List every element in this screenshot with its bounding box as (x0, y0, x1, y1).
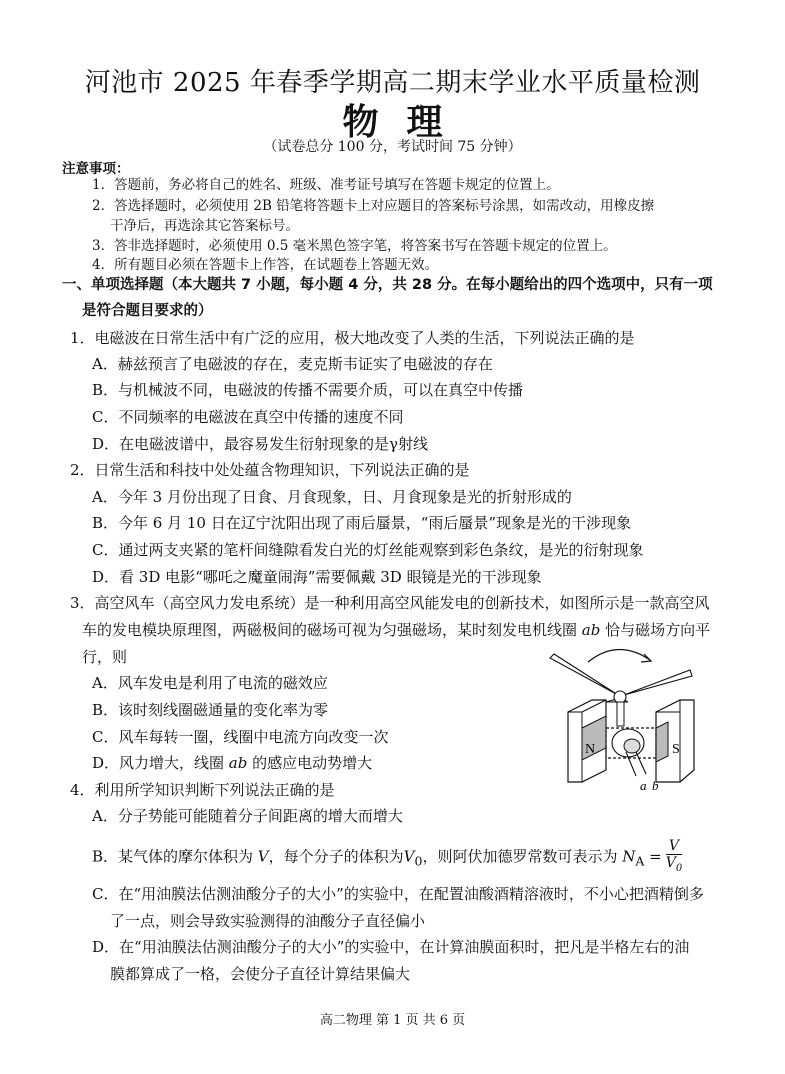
q3-stem-line3: 行，则 (82, 648, 128, 666)
blade-left (550, 654, 618, 695)
notice-item-3: 3．答非选择题时，必须使用 0.5 毫米黑色签字笔，将答案书写在答题卡规定的位置上。 (92, 238, 617, 254)
q1-option-c: C．不同频率的电磁波在真空中传播的速度不同 (92, 408, 404, 426)
q4-option-c-line2: 了一点，则会导致实验测得的油酸分子直径偏小 (110, 912, 426, 930)
q4-option-a: A．分子势能可能随着分子间距离的增大而增大 (92, 807, 403, 825)
exam-title: 河池市 2025 年春季学期高二期末学业水平质量检测 (84, 68, 701, 98)
pole-face-right (656, 722, 668, 762)
pole-s-label: S (672, 742, 680, 757)
subject-title: 物理 (342, 101, 471, 143)
label-a: a (640, 778, 647, 793)
shaft (617, 702, 624, 726)
pole-n-label: N (585, 742, 596, 757)
q2-option-a: A．今年 3 月份出现了日食、月食现象，日、月食现象是光的折射形成的 (92, 488, 572, 506)
q3-stem-line1: 3．高空风车（高空风力发电系统）是一种利用高空风能发电的创新技术，如图所示是一款高空风 (70, 594, 710, 612)
wind-turbine-figure (540, 640, 720, 795)
q3-option-d: D．风力增大，线圈 ab 的感应电动势增大 (92, 754, 373, 772)
notice-item-2-cont: 干净后，再选涂其它答案标号。 (110, 218, 299, 234)
notice-item-1: 1．答题前，务必将自己的姓名、班级、准考证号填写在答题卡规定的位置上。 (92, 177, 560, 193)
q2-option-d: D．看 3D 电影“哪吒之魔童闹海”需要佩戴 3D 眼镜是光的干涉现象 (92, 568, 542, 586)
q4-stem: 4．利用所学知识判断下列说法正确的是 (70, 781, 335, 799)
q1-option-a: A．赫兹预言了电磁波的存在，麦克斯韦证实了电磁波的存在 (92, 355, 493, 373)
q4-option-d-line1: D．在“用油膜法估测油酸分子的大小”的实验中，在计算油膜面积时，把凡是半格左右的油 (92, 938, 690, 956)
blade-right (624, 670, 692, 695)
section-heading: 一、单项选择题（本大题共 7 小题，每小题 4 分，共 28 分。在每小题给出的四个选项中，只有一项 (62, 277, 713, 293)
q2-stem: 2．日常生活和科技中处处蕴含物理知识，下列说法正确的是 (70, 461, 470, 479)
slip-ring (624, 739, 640, 753)
q3-stem-line2: 车的发电模块原理图，两磁极间的磁场可视为匀强磁场，某时刻发电机线圈 ab 恰与磁场方向平 (82, 621, 711, 639)
page-footer: 高二物理 第 1 页 共 6 页 (319, 1013, 466, 1028)
section-heading-cont: 是符合题目要求的） (82, 303, 213, 319)
q1-option-b: B．与机械波不同，电磁波的传播不需要介质，可以在真空中传播 (92, 381, 524, 399)
exam-info: （试卷总分 100 分，考试时间 75 分钟） (263, 139, 522, 155)
notice-item-2: 2．答选择题时，必须使用 2B 铅笔将答题卡上对应题目的答案标号涂黑，如需改动，用橡皮擦 (92, 198, 655, 214)
q1-option-d: D．在电磁波谱中，最容易发生衍射现象的是γ射线 (92, 435, 428, 453)
generator-diagram (540, 640, 720, 795)
q3-option-a: A．风车发电是利用了电流的磁效应 (92, 674, 328, 692)
q1-stem: 1．电磁波在日常生活中有广泛的应用，极大地改变了人类的生活，下列说法正确的是 (70, 329, 635, 347)
q3-option-c: C．风车每转一圈，线圈中电流方向改变一次 (92, 728, 389, 746)
label-b: b (652, 778, 659, 793)
hub-icon (614, 691, 626, 703)
q4-option-b: B．某气体的摩尔体积为 V，每个分子的体积为$V_0$，则阿伏加德罗常数可表示为 $N_A$ = $\frac{V}{V_0}$ (92, 838, 682, 877)
q3-option-b: B．该时刻线圈磁通量的变化率为零 (92, 701, 329, 719)
lead-b (636, 752, 646, 774)
q2-option-b: B．今年 6 月 10 日在辽宁沈阳出现了雨后蜃景，“雨后蜃景”现象是光的干涉现象 (92, 514, 632, 532)
notice-title: 注意事项： (62, 161, 130, 177)
avogadro-fraction: $\frac{V}{V_0}$ (665, 838, 683, 874)
rotation-arrow (588, 649, 650, 662)
q4-option-d-line2: 膜都算成了一格，会使分子直径计算结果偏大 (110, 965, 411, 983)
notice-item-4: 4．所有题目必须在答题卡上作答，在试题卷上答题无效。 (92, 257, 439, 273)
q2-option-c: C．通过两支夹紧的笔杆间缝隙看发白光的灯丝能观察到彩色条纹，是光的衍射现象 (92, 541, 644, 559)
q4-option-c-line1: C．在“用油膜法估测油酸分子的大小”的实验中，在配置油酸酒精溶液时，不小心把酒精倒多 (92, 885, 704, 903)
